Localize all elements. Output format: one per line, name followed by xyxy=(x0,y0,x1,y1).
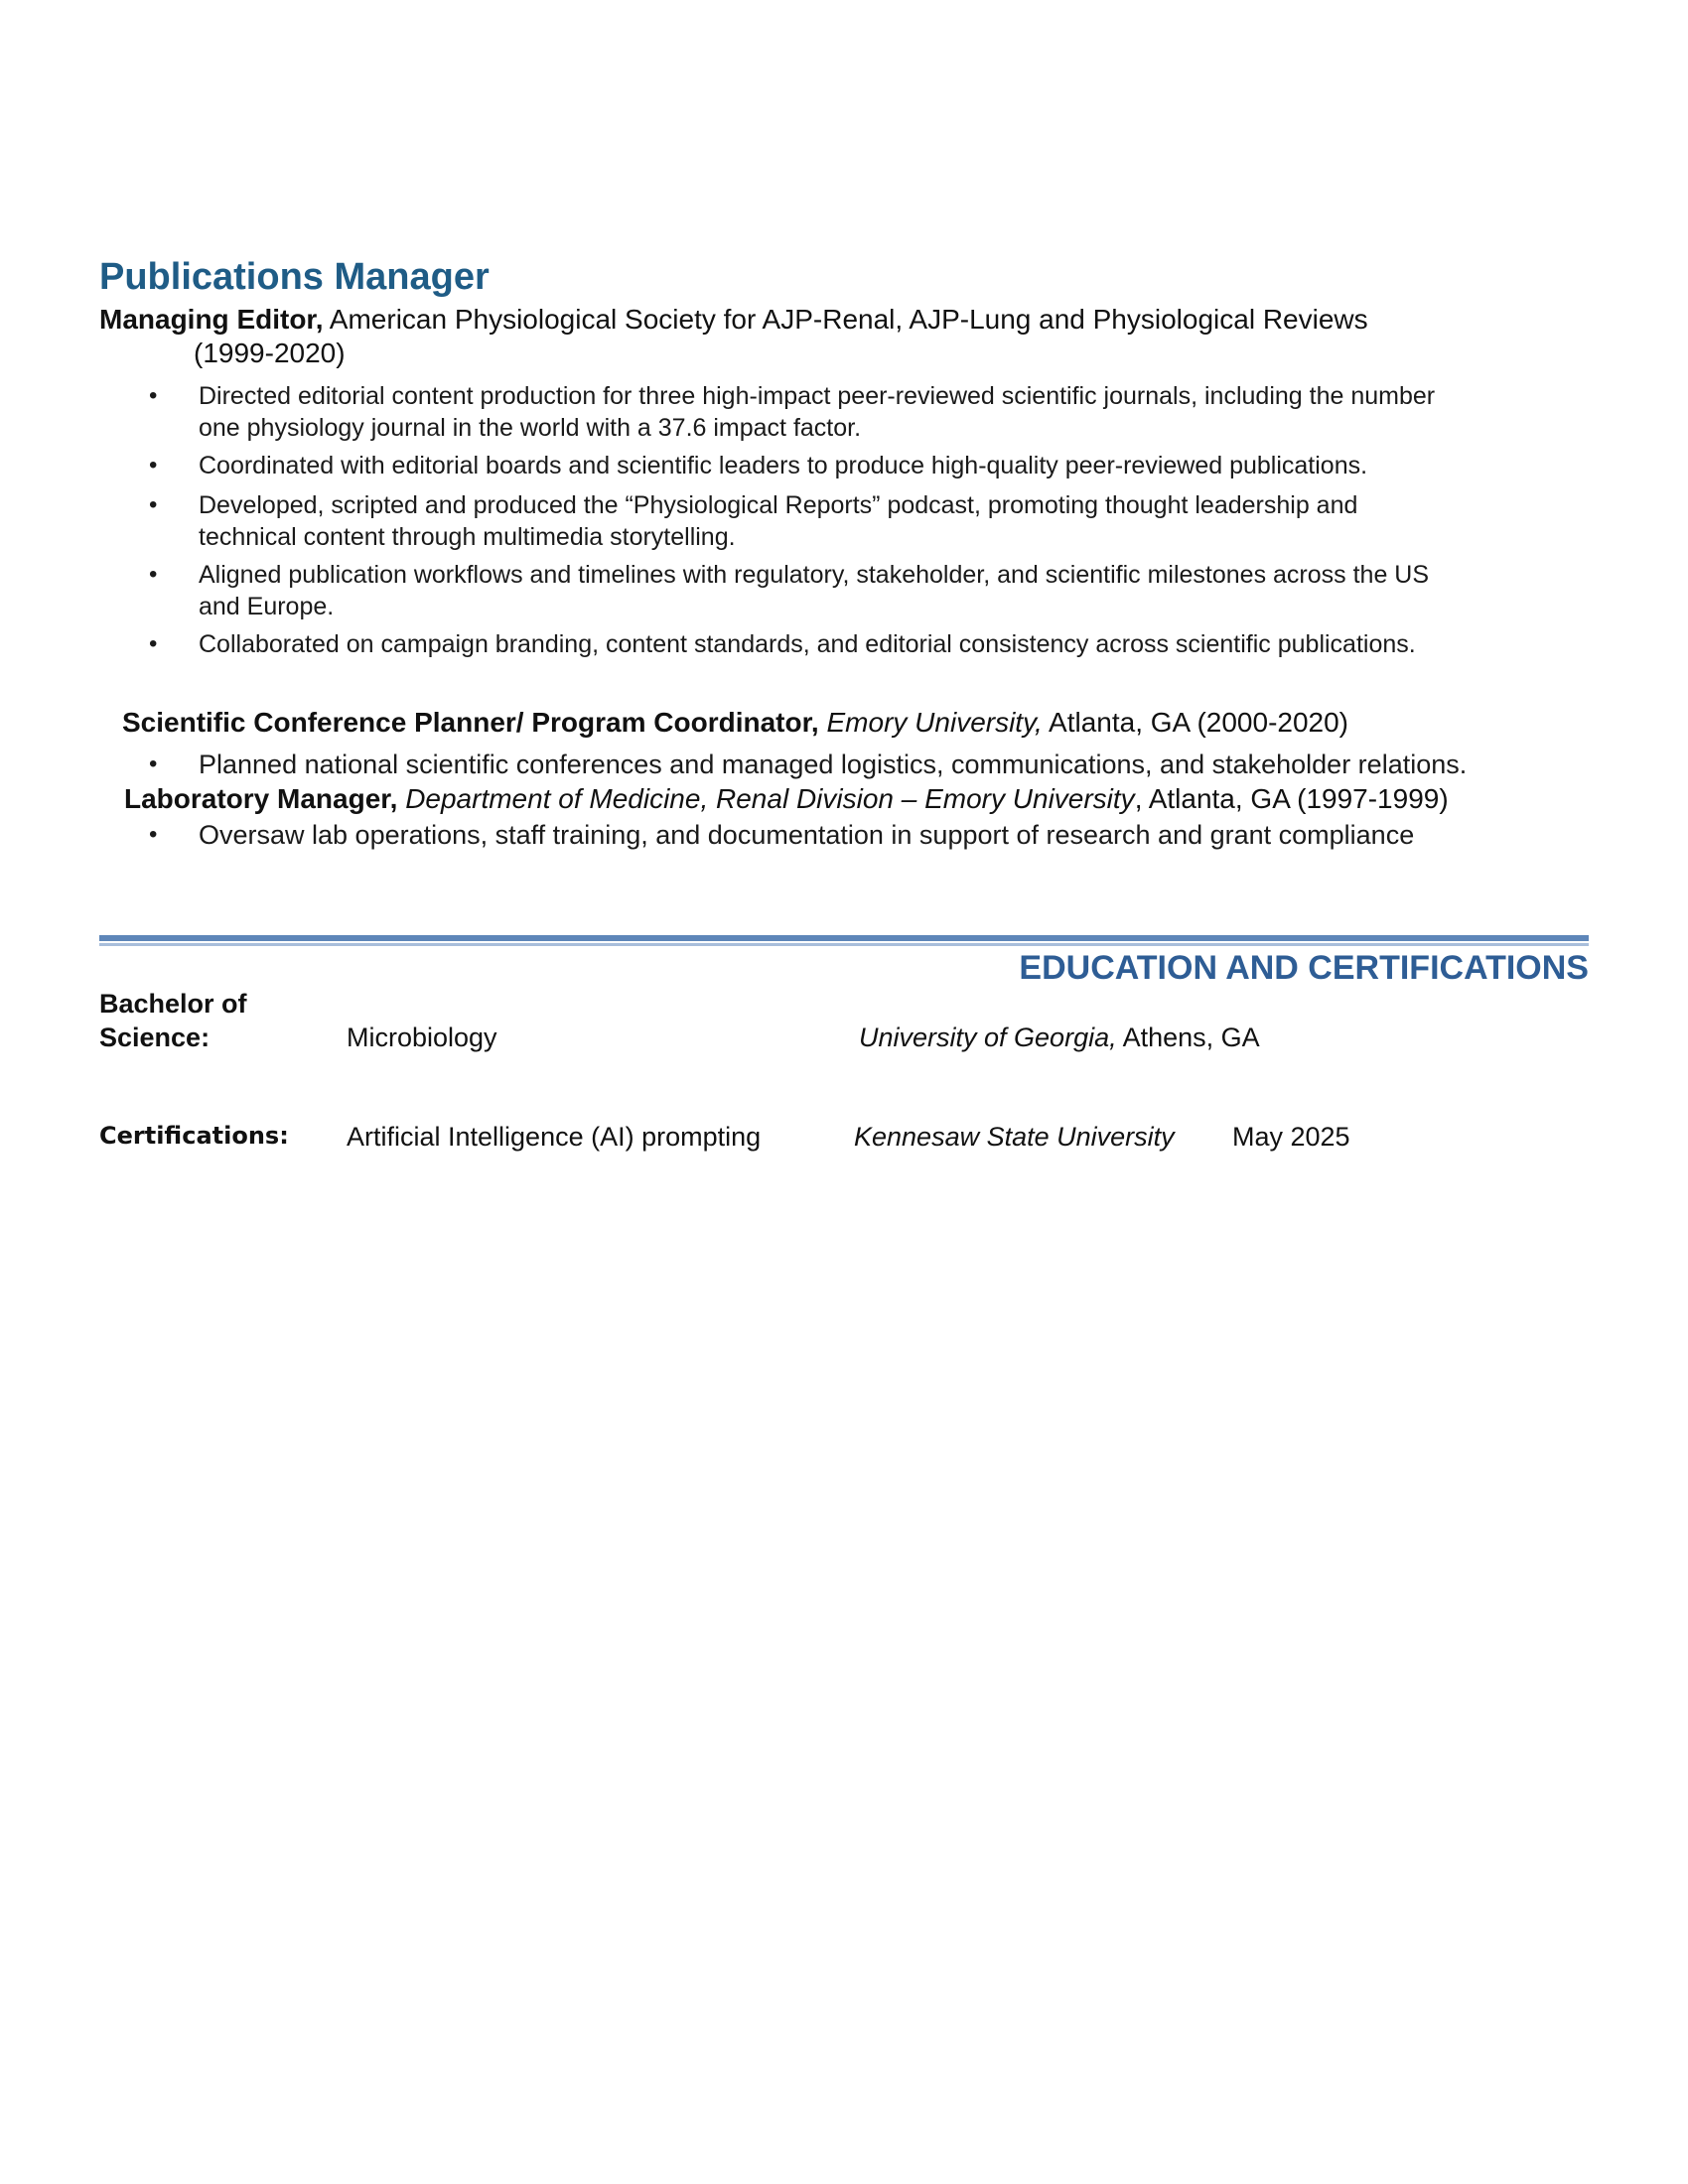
conference-planner-location: Atlanta, GA (2000-2020) xyxy=(1042,707,1349,738)
lab-manager-title: Laboratory Manager, xyxy=(124,783,398,814)
degree-label: Bachelor of xyxy=(99,989,247,1019)
conference-planner-org: Emory University, xyxy=(826,707,1043,738)
conference-planner-line xyxy=(122,707,1348,739)
managing-editor-line xyxy=(99,304,1368,336)
bullet-icon: • xyxy=(149,821,158,848)
degree-school-line xyxy=(859,1023,1260,1053)
degree-location: Athens, GA xyxy=(1116,1023,1260,1052)
bullet-text: Aligned publication workflows and timelines with regulatory, stakeholder, and scientific milestones across the US xyxy=(199,561,1430,589)
bullet-text: Planned national scientific conferences and managed logistics, communications, and stakeholder relations. xyxy=(199,750,1468,779)
bullet-text: Directed editorial content production for three high-impact peer-reviewed scientific journals, including the number xyxy=(199,382,1436,410)
cert-school xyxy=(854,1122,1175,1153)
lab-manager-org: Department of Medicine, Renal Division – Emory University xyxy=(405,783,1135,814)
cert-name: Artificial Intelligence (AI) prompting xyxy=(347,1122,762,1152)
lab-manager-location: , Atlanta, GA (1997-1999) xyxy=(1134,783,1449,814)
bullet-text-cont: and Europe. xyxy=(199,593,335,620)
bullet-icon: • xyxy=(149,382,158,409)
conference-planner-title: Scientific Conference Planner/ Program Coordinator, xyxy=(122,707,819,738)
bullet-icon: • xyxy=(149,491,158,518)
certifications-label: Certifications: xyxy=(99,1122,289,1150)
cert-school-text: Kennesaw State University xyxy=(854,1122,1175,1152)
managing-editor-title: Managing Editor, xyxy=(99,304,324,335)
degree-field: Microbiology xyxy=(347,1023,497,1052)
bullet-icon: • xyxy=(149,561,158,588)
bullet-text-cont: one physiology journal in the world with a 37.6 impact factor. xyxy=(199,414,862,442)
bullet-icon: • xyxy=(149,630,158,657)
lab-manager-line xyxy=(124,783,1449,815)
bullet-text-cont: technical content through multimedia storytelling. xyxy=(199,523,736,551)
bullet-text: Developed, scripted and produced the “Physiological Reports” podcast, promoting thought leadership and xyxy=(199,491,1358,519)
bullet-icon: • xyxy=(149,452,158,478)
bullet-text: Coordinated with editorial boards and scientific leaders to produce high-quality peer-reviewed publications. xyxy=(199,452,1368,479)
degree-label-cont: Science: xyxy=(99,1023,211,1052)
managing-editor-org: American Physiological Society for AJP-Renal, AJP-Lung and Physiological Reviews xyxy=(323,304,1368,335)
cert-date: May 2025 xyxy=(1232,1122,1350,1152)
bullet-icon: • xyxy=(149,751,158,777)
bullet-text: Collaborated on campaign branding, content standards, and editorial consistency across scientific publications. xyxy=(199,630,1416,658)
section-title: Publications Manager xyxy=(99,256,490,298)
degree-school: University of Georgia, xyxy=(859,1023,1117,1052)
section-divider xyxy=(99,935,1589,941)
education-heading: EDUCATION AND CERTIFICATIONS xyxy=(1019,949,1589,987)
bullet-text: Oversaw lab operations, staff training, and documentation in support of research and grant compliance xyxy=(199,820,1415,850)
section-divider-accent xyxy=(99,943,1589,946)
managing-editor-dates: (1999-2020) xyxy=(194,338,346,368)
